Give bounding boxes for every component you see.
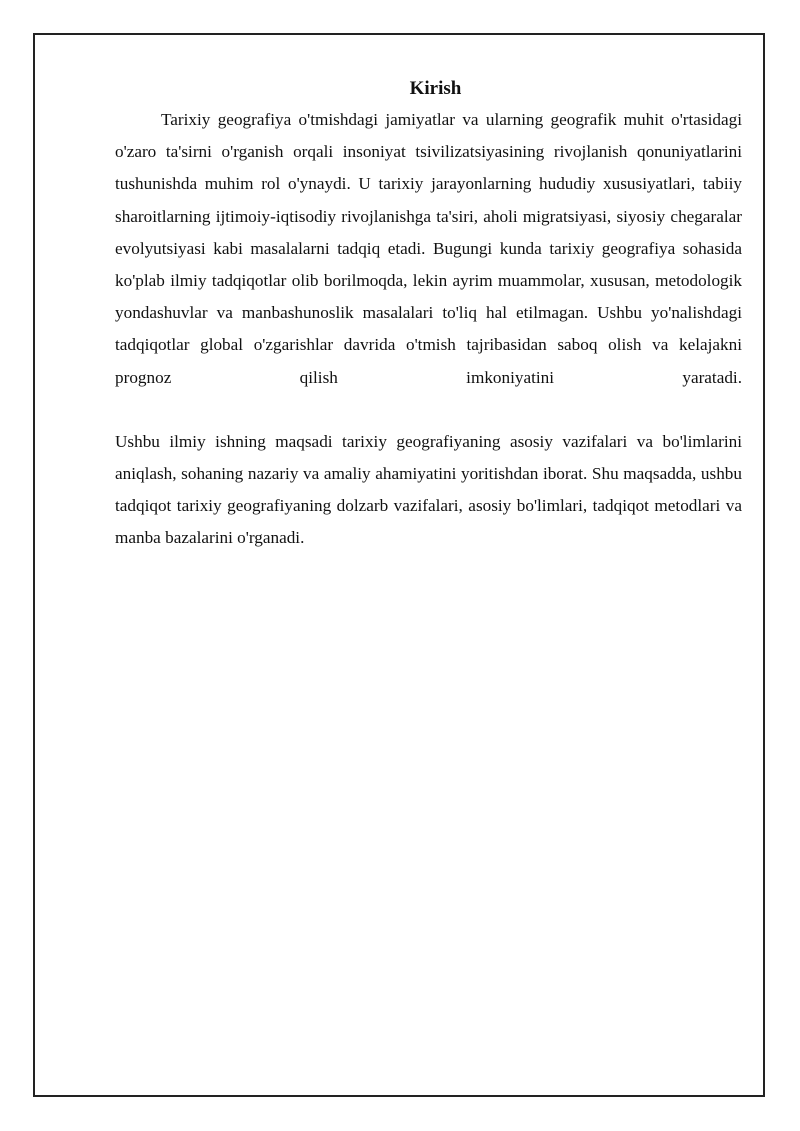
paragraph-introduction: Tarixiy geografiya o'tmishdagi jamiyatlar va ularning geografik muhit o'rtasidagi o'zaro ta'sirni o'rganish orqali insoniyat tsivilizatsiyasining rivojlanish qonuniyatlarini tushunishda muhim rol o'ynaydi. U tarixiy jarayonlarning hududiy xususiyatlari, tabiiy sharoitlarning ijtimoiy-iqtisodiy rivojlanishga ta'siri, aholi migratsiyasi, siyosiy chegaralar evolyutsiyasi kabi masalalarni tadqiq etadi. Bugungi kunda tarixiy geografiya sohasida ko'plab ilmiy tadqiqotlar olib borilmoqda, lekin ayrim muammolar, xususan, metodologik yondashuvlar va manbashunoslik masalalari to'liq hal etilmagan. Ushbu yo'nalishdagi tadqiqotlar global o'zgarishlar davrida o'tmish tajribasidan saboq olish va kelajakni prognoz qilish imkoniyatini yaratadi.	[115, 110, 742, 387]
paragraph-objective: Ushbu ilmiy ishning maqsadi tarixiy geografiyaning asosiy vazifalari va bo'limlarini aniqlash, sohaning nazariy va amaliy ahamiyatini yoritishdan iborat. Shu maqsadda, ushbu tadqiqot tarixiy geografiyaning dolzarb vazifalari, asosiy bo'limlari, tadqiqot metodlari va manba bazalarini o'rganadi.	[115, 431, 742, 548]
section-title: Kirish	[409, 78, 462, 99]
document-body	[115, 74, 742, 555]
